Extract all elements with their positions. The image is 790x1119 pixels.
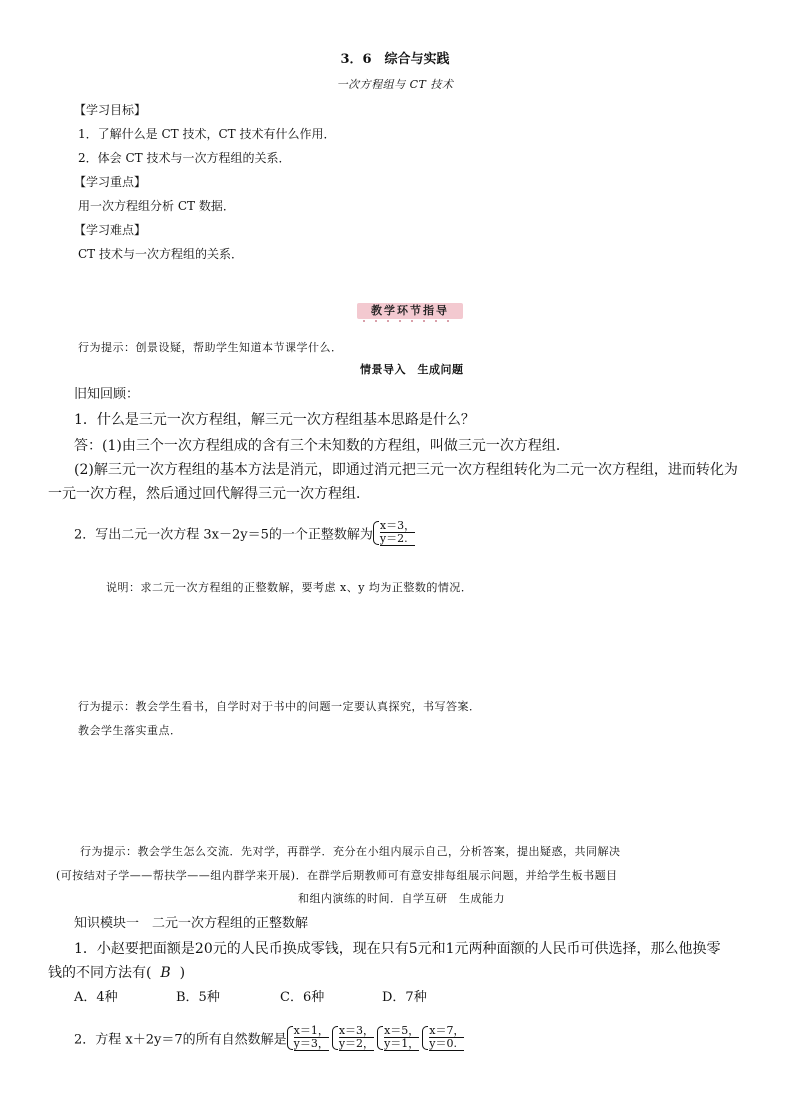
banner-dot xyxy=(423,320,425,322)
behavior-hint-2-line-2: 教会学生落实重点． xyxy=(78,724,182,737)
page-title: 3．6 综合与实践 xyxy=(340,52,450,67)
question-answer: B xyxy=(160,965,171,981)
solution-y: y＝3， xyxy=(293,1037,329,1050)
question-paren: ) xyxy=(179,965,186,981)
option-d: D．7种 xyxy=(382,990,427,1005)
review-heading: 旧知回顾： xyxy=(74,387,140,402)
banner-dot xyxy=(363,320,365,322)
objectives-heading: 【学习目标】 xyxy=(74,103,147,117)
review-question-2 xyxy=(74,519,418,548)
banner-dot xyxy=(387,320,389,322)
solution-y: y＝2， xyxy=(338,1037,375,1050)
banner-dot xyxy=(399,320,401,322)
banner-dot xyxy=(447,320,449,322)
explanation-note: 说明：求二元一次方程组的正整数解，要考虑 x、y 均为正整数的情况． xyxy=(106,581,473,594)
key-point-heading: 【学习重点】 xyxy=(74,175,147,189)
option-c: C．6种 xyxy=(280,990,325,1005)
behavior-hint-1: 行为提示：创景设疑，帮助学生知道本节课学什么． xyxy=(78,341,343,354)
question-stem: 钱的不同方法有( xyxy=(48,965,152,981)
solution-x: x＝3， xyxy=(379,519,416,532)
solution-x: x＝5， xyxy=(384,1024,420,1037)
banner-dot xyxy=(435,320,437,322)
behavior-hint-3-line-1: 行为提示：教会学生怎么交流．先对学，再群学．充分在小组内展示自己，分析答案，提出疑惑，共同解决 xyxy=(80,845,621,858)
review-answer-line-2: (2)解三元一次方程组的基本方法是消元，即通过消元把三元一次方程组转化为二元一次方程组，进而转化为 xyxy=(74,462,738,478)
behavior-hint-2-line-1: 行为提示：教会学生看书，自学时对于书中的问题一定要认真探究，书写答案． xyxy=(78,700,481,713)
review-question-1: 1．什么是三元一次方程组，解三元一次方程组基本思路是什么？ xyxy=(74,412,475,428)
difficulty-text: CT 技术与一次方程组的关系． xyxy=(78,247,244,261)
solution-x: x＝3， xyxy=(338,1024,375,1037)
difficulty-heading: 【学习难点】 xyxy=(74,223,147,237)
solution-system xyxy=(373,520,415,546)
solution-x: x＝7， xyxy=(429,1024,465,1037)
banner-dot xyxy=(375,320,377,322)
review-question-2-text: 2．写出二元一次方程 3x－2y＝5的一个正整数解为 xyxy=(74,527,373,543)
solution-x: x＝1， xyxy=(293,1024,329,1037)
key-point-text: 用一次方程组分析 CT 数据． xyxy=(78,199,235,213)
solution-y: y＝0. xyxy=(429,1038,464,1051)
option-b: B．5种 xyxy=(176,990,220,1005)
section-title-intro: 情景导入 生成问题 xyxy=(360,363,464,376)
solution-system xyxy=(287,1025,329,1051)
teaching-guide-banner xyxy=(353,300,467,322)
module-question-1-line-2 xyxy=(48,964,185,982)
solution-system xyxy=(332,1025,374,1051)
module-question-1-line-1: 1．小赵要把面额是20元的人民币换成零钱，现在只有5元和1元两种面额的人民币可供选择，那么他换零 xyxy=(74,941,721,957)
objective-item-1: 1．了解什么是 CT 技术，CT 技术有什么作用． xyxy=(78,127,336,141)
module-question-2 xyxy=(74,1024,467,1053)
banner-dot xyxy=(411,320,413,322)
solution-y: y＝1， xyxy=(384,1037,420,1050)
module-question-2-text: 2．方程 x＋2y＝7的所有自然数解是 xyxy=(74,1032,287,1048)
module-heading: 知识模块一 二元一次方程组的正整数解 xyxy=(74,916,309,931)
behavior-hint-3-line-2: (可按结对子学——帮扶学——组内群学来开展)．在群学后期教师可有意安排每组展示问题，并给学生板书题目 xyxy=(56,869,618,882)
banner-label: 教学环节指导 xyxy=(371,304,449,317)
solution-y: y＝2. xyxy=(380,533,415,546)
objective-item-2: 2．体会 CT 技术与一次方程组的关系． xyxy=(78,151,291,165)
behavior-hint-3-line-3: 和组内演练的时间．自学互研 生成能力 xyxy=(298,892,505,905)
solution-system xyxy=(422,1025,464,1051)
review-answer-line-3: 一元一次方程，然后通过回代解得三元一次方程组． xyxy=(48,486,370,502)
page-subtitle: 一次方程组与 CT 技术 xyxy=(336,78,454,91)
solution-system xyxy=(377,1025,419,1051)
review-answer-line-1: 答：(1)由三个一次方程组成的含有三个未知数的方程组，叫做三元一次方程组． xyxy=(74,438,570,454)
option-a: A．4种 xyxy=(74,990,118,1005)
